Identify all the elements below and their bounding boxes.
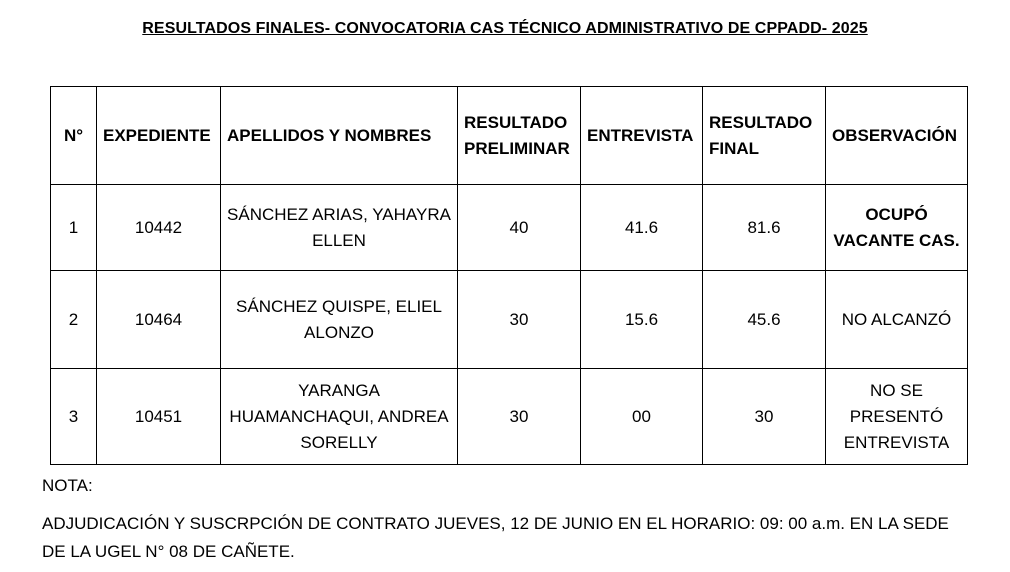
cell-nombres: YARANGA HUAMANCHAQUI, ANDREA SORELLY [221, 369, 458, 465]
header-num: N° [51, 87, 97, 185]
cell-preliminar: 40 [458, 185, 581, 271]
cell-expediente: 10442 [97, 185, 221, 271]
cell-preliminar: 30 [458, 271, 581, 369]
header-entrevista: ENTREVISTA [581, 87, 703, 185]
header-nombres: APELLIDOS Y NOMBRES [221, 87, 458, 185]
cell-final: 30 [703, 369, 826, 465]
cell-final: 45.6 [703, 271, 826, 369]
table-row [51, 185, 968, 271]
cell-preliminar: 30 [458, 369, 581, 465]
page-title: RESULTADOS FINALES- CONVOCATORIA CAS TÉCNICO ADMINISTRATIVO DE CPPADD- 2025 [142, 20, 868, 37]
cell-num: 3 [51, 369, 97, 465]
header-expediente: EXPEDIENTE [97, 87, 221, 185]
cell-entrevista: 00 [581, 369, 703, 465]
cell-nombres: SÁNCHEZ ARIAS, YAHAYRA ELLEN [221, 185, 458, 271]
header-observacion: OBSERVACIÓN [826, 87, 968, 185]
header-preliminar: RESULTADO PRELIMINAR [458, 87, 581, 185]
nota-text: ADJUDICACIÓN Y SUSCRPCIÓN DE CONTRATO JUEVES, 12 DE JUNIO EN EL HORARIO: 09: 00 a.m. EN LA SEDE DE LA UGEL N° 08 DE CAÑETE. [42, 514, 949, 561]
cell-entrevista: 41.6 [581, 185, 703, 271]
table-row [51, 369, 968, 465]
header-final: RESULTADO FINAL [703, 87, 826, 185]
cell-nombres: SÁNCHEZ QUISPE, ELIEL ALONZO [221, 271, 458, 369]
cell-observacion: NO SE PRESENTÓ ENTREVISTA [826, 369, 968, 465]
cell-entrevista: 15.6 [581, 271, 703, 369]
results-table [50, 86, 968, 465]
table-row [51, 271, 968, 369]
table-header-row [51, 87, 968, 185]
cell-num: 2 [51, 271, 97, 369]
cell-observacion: OCUPÓ VACANTE CAS. [826, 185, 968, 271]
cell-expediente: 10464 [97, 271, 221, 369]
cell-observacion: NO ALCANZÓ [826, 271, 968, 369]
cell-expediente: 10451 [97, 369, 221, 465]
nota-label: NOTA: [42, 476, 93, 495]
cell-final: 81.6 [703, 185, 826, 271]
cell-num: 1 [51, 185, 97, 271]
